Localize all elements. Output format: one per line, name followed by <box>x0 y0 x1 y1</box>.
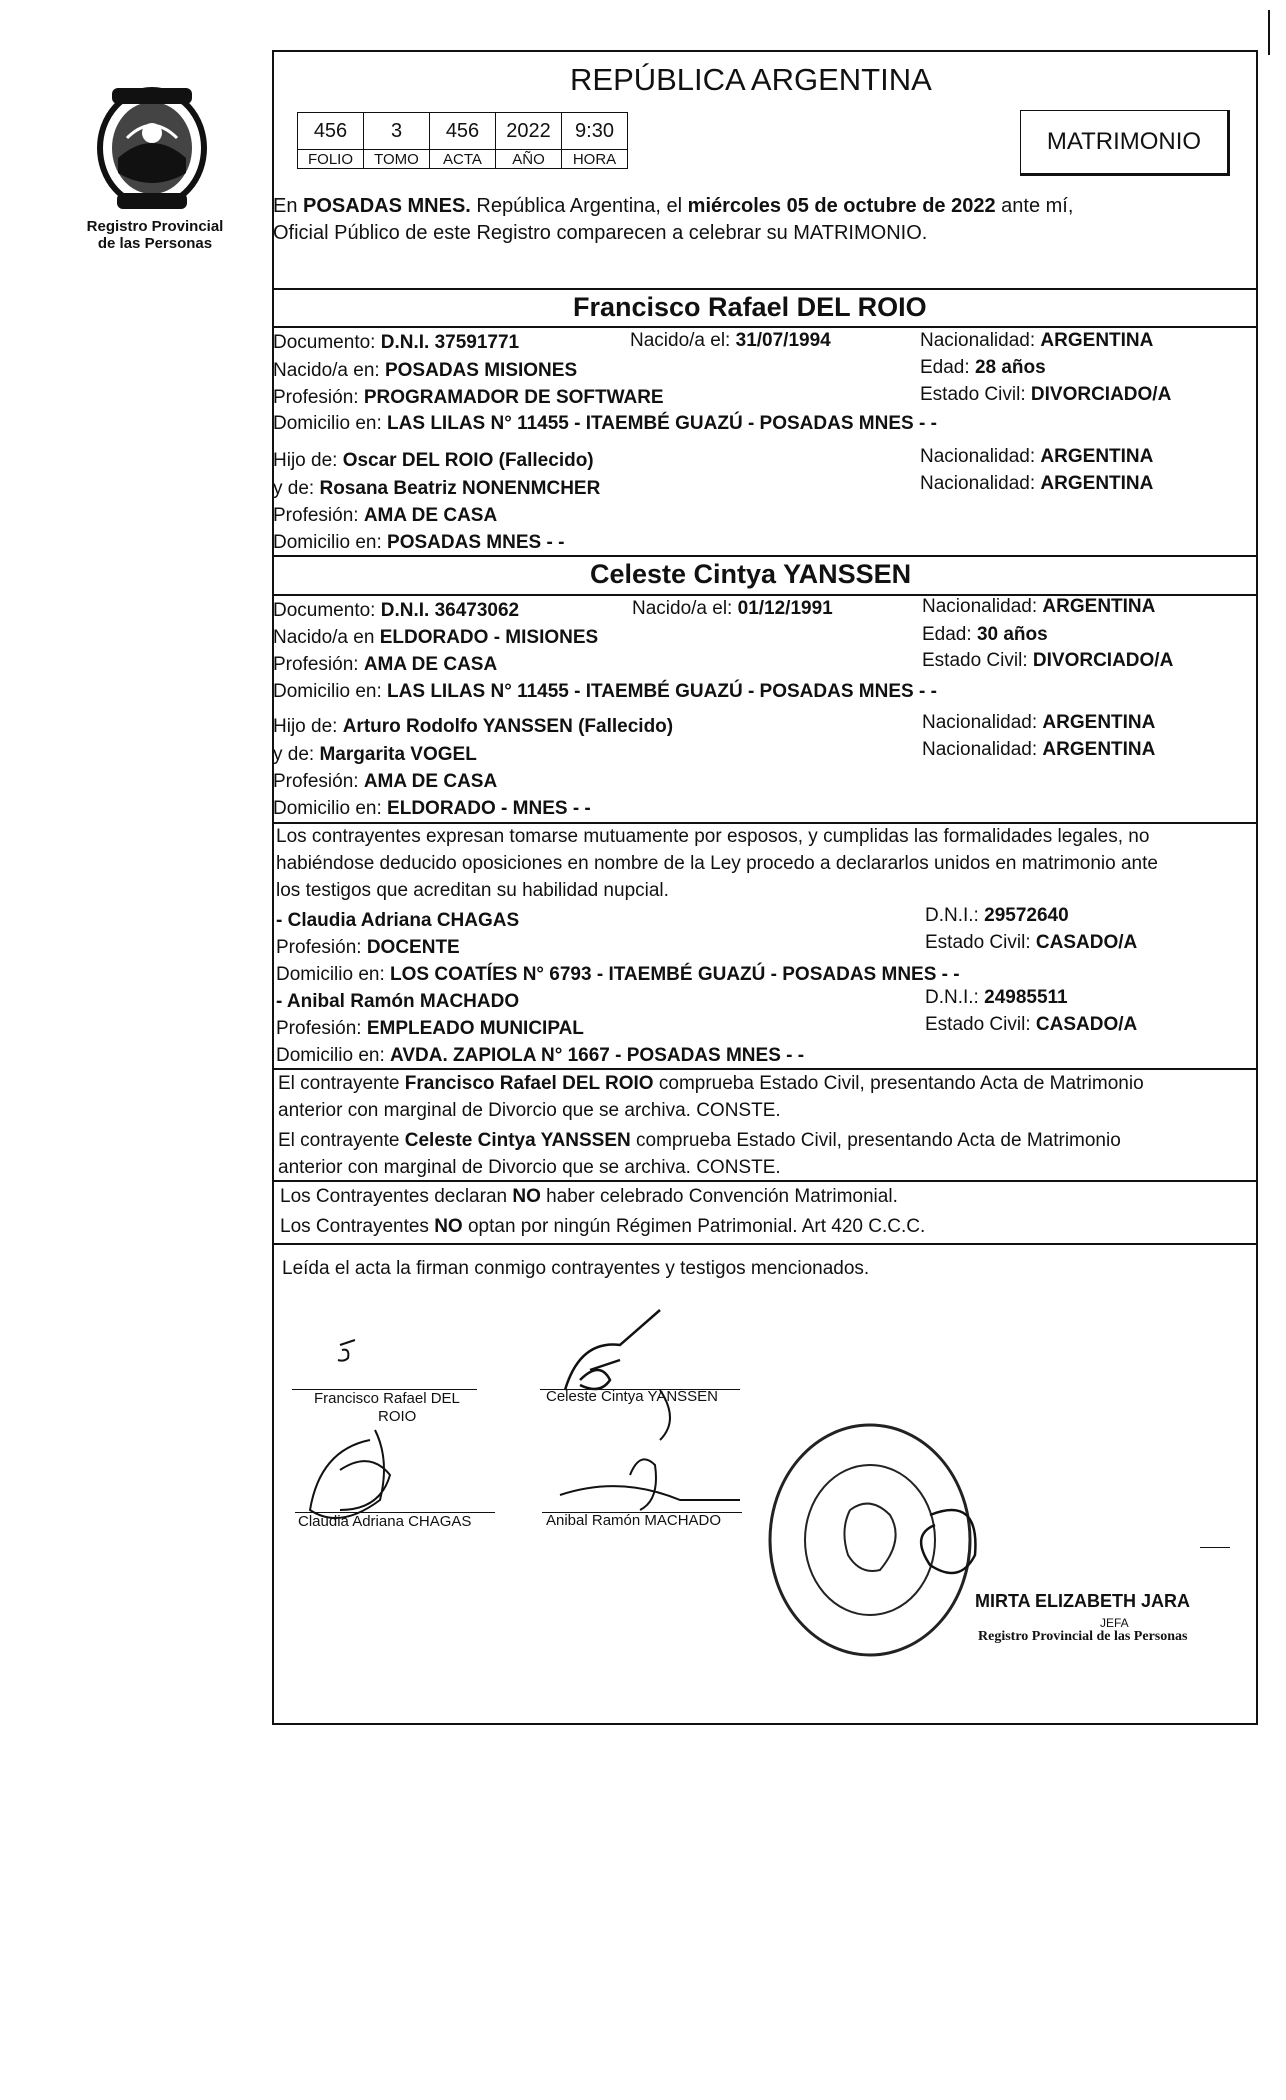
official-office: Registro Provincial de las Personas <box>978 1629 1188 1644</box>
official-stamp <box>760 1415 980 1665</box>
year-value: 2022 <box>496 113 562 150</box>
party1-name: Francisco Rafael DEL ROIO <box>573 292 927 322</box>
seal-icon <box>92 78 212 213</box>
party2-name: Celeste Cintya YANSSEN <box>590 559 912 589</box>
logo-caption: Registro Provincial de las Personas <box>86 218 224 252</box>
acta-value: 456 <box>430 113 496 150</box>
official-role: JEFA <box>1100 1616 1129 1630</box>
closing-text: Leída el acta la firman conmigo contrayentes y testigos mencionados. <box>282 1258 870 1279</box>
tomo-value: 3 <box>364 113 430 150</box>
acta-label: ACTA <box>430 150 496 169</box>
hour-value: 9:30 <box>562 113 628 150</box>
country-title: REPÚBLICA ARGENTINA <box>570 62 932 97</box>
stamp-icon <box>760 1415 980 1665</box>
official-name: MIRTA ELIZABETH JARA <box>975 1591 1190 1611</box>
tomo-label: TOMO <box>364 150 430 169</box>
hour-label: HORA <box>562 150 628 169</box>
registry-table <box>297 112 628 169</box>
intro-line-2: Oficial Público de este Registro comparecen a celebrar su MATRIMONIO. <box>273 222 928 244</box>
folio-label: FOLIO <box>298 150 364 169</box>
intro-line-1: En POSADAS MNES. República Argentina, el miércoles 05 de octubre de 2022 ante mí, <box>273 195 1074 217</box>
doc-type: MATRIMONIO <box>1046 128 1202 155</box>
year-label: AÑO <box>496 150 562 169</box>
doc-type-box <box>1020 110 1230 176</box>
folio-value: 456 <box>298 113 364 150</box>
province-seal <box>92 78 212 213</box>
